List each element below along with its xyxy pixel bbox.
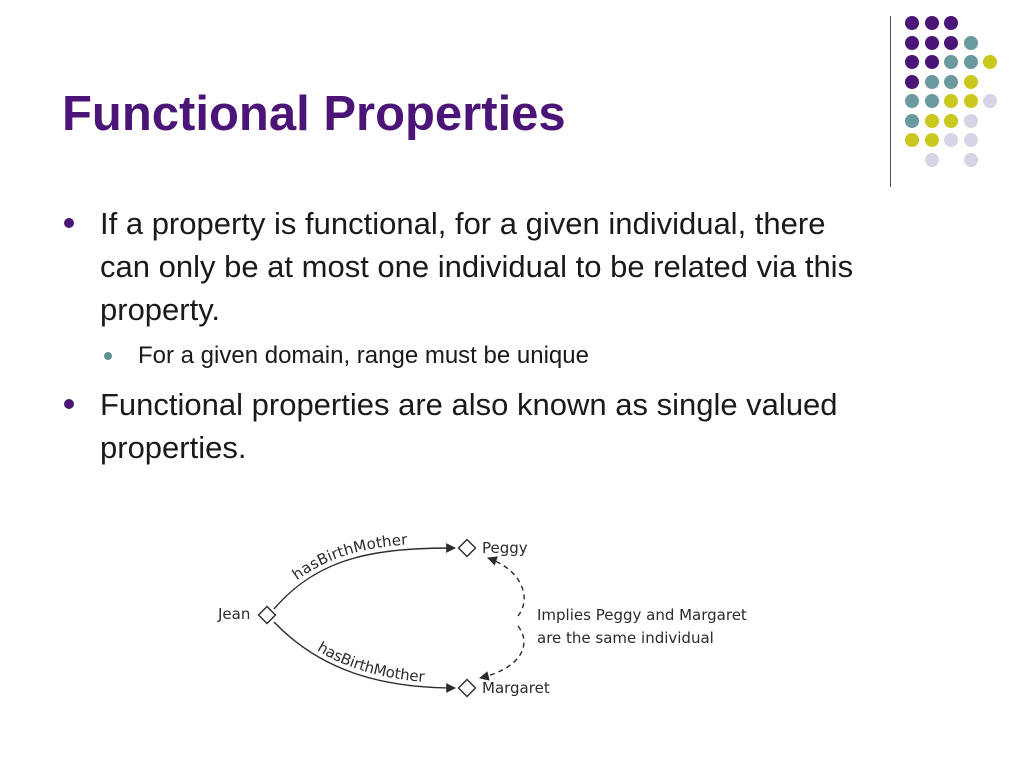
decorative-dot [944, 94, 958, 108]
decorative-dot [925, 36, 939, 50]
decorative-dot [925, 114, 939, 128]
inference-arrow-up [488, 558, 524, 616]
node-peggy-diamond [459, 540, 476, 557]
bullet-list [62, 202, 882, 477]
decorative-dot [964, 36, 978, 50]
decorative-dot [944, 75, 958, 89]
node-label-jean: Jean [218, 605, 251, 623]
decorative-dot [964, 94, 978, 108]
decorative-dot [944, 114, 958, 128]
decorative-dot [925, 94, 939, 108]
edge-label-top-text: hasBirthMother [288, 530, 409, 584]
node-label-peggy: Peggy [482, 539, 528, 557]
edge-bottom [274, 622, 455, 688]
decorative-dot [905, 133, 919, 147]
node-label-margaret: Margaret [482, 679, 550, 697]
bullet-dot [64, 218, 74, 228]
decorative-dot [964, 75, 978, 89]
decorative-dot [964, 153, 978, 167]
decorative-dot [983, 55, 997, 69]
decorative-dot [925, 75, 939, 89]
edge-label-top [289, 530, 409, 583]
decorative-dot [944, 133, 958, 147]
decorative-dot [905, 55, 919, 69]
edge-label-bottom-text: hasBirthMother [314, 637, 426, 686]
sub-bullet-item [100, 339, 882, 373]
decorative-dot [964, 55, 978, 69]
bullet-text: Functional properties are also known as single valued properties. [100, 387, 838, 465]
decorative-dot [964, 114, 978, 128]
decorative-dot [944, 55, 958, 69]
decorative-dot [925, 16, 939, 30]
bullet-dot [64, 399, 74, 409]
decorative-dot [905, 75, 919, 89]
slide-title: Functional Properties [62, 87, 566, 141]
decorative-dot [983, 94, 997, 108]
inference-arrow-down [480, 626, 524, 678]
decorative-dot [905, 16, 919, 30]
inference-note-line2: are the same individual [537, 629, 714, 647]
bullet-item-2 [62, 383, 882, 469]
sub-bullet-text: For a given domain, range must be unique [138, 342, 589, 369]
decorative-dot [905, 114, 919, 128]
decorative-dot [925, 133, 939, 147]
vertical-divider [890, 16, 891, 187]
node-jean-diamond [259, 607, 276, 624]
decorative-dot [925, 55, 939, 69]
decorative-dot [944, 16, 958, 30]
functional-property-diagram [200, 520, 780, 720]
decorative-dot [905, 36, 919, 50]
bullet-item-1 [62, 202, 882, 331]
decorative-dot [964, 133, 978, 147]
decorative-dot [944, 36, 958, 50]
decorative-dot [905, 94, 919, 108]
sub-bullet-dot [104, 352, 112, 360]
node-margaret-diamond [459, 680, 476, 697]
decorative-dot [925, 153, 939, 167]
inference-note-line1: Implies Peggy and Margaret [537, 606, 747, 624]
bullet-text: If a property is functional, for a given individual, there can only be at most one individual to be related via this property. [100, 206, 854, 327]
